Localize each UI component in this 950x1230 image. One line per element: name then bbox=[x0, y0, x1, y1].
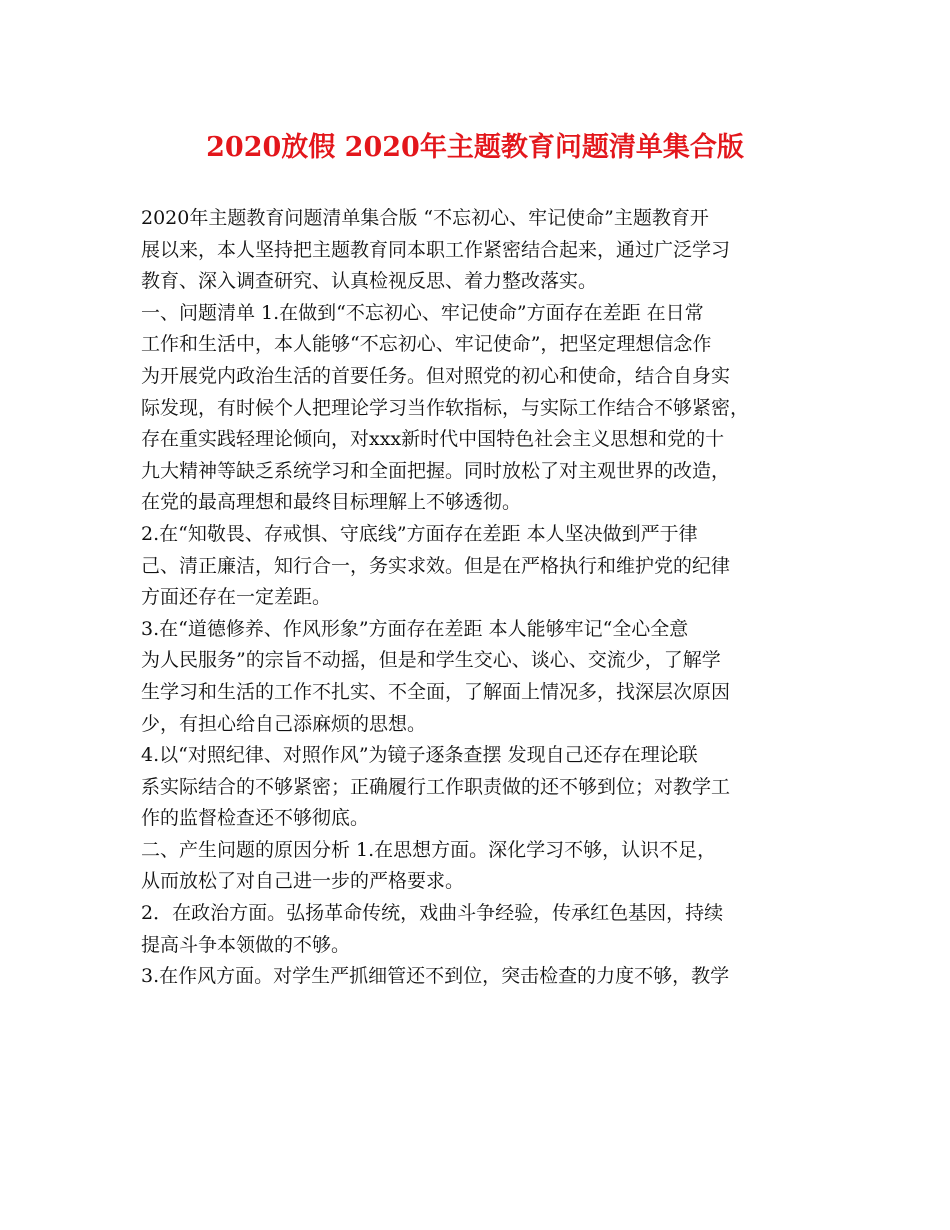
text-line: 2.在“知敬畏、存戒惧、守底线”方面存在差距 本人坚决做到严于律 bbox=[141, 522, 698, 545]
text-line: 3.在“道德修养、作风形象”方面存在差距 本人能够牢记“全心全意 bbox=[141, 617, 689, 640]
text-line: 存在重实践轻理论倾向，对xxx新时代中国特色社会主义思想和党的十 bbox=[141, 428, 725, 451]
text-line: 2020年主题教育问题清单集合版 “不忘初心、牢记使命”主题教育开 bbox=[141, 207, 709, 229]
text-line: 少，有担心给自己添麻烦的思想。 bbox=[141, 712, 427, 735]
text-line: 3.在作风方面。对学生严抓细管还不到位，突击检查的力度不够，教学 bbox=[141, 965, 730, 988]
text-line: 提高斗争本领做的不够。 bbox=[141, 933, 351, 956]
document-title: 2020放假 2020年主题教育问题清单集合版 bbox=[206, 132, 744, 163]
text-line: 工作和生活中，本人能够“不忘初心、牢记使命”，把坚定理想信念作 bbox=[141, 333, 712, 356]
text-line: 展以来，本人坚持把主题教育同本职工作紧密结合起来，通过广泛学习 bbox=[141, 238, 731, 261]
text-line: 2．在政治方面。弘扬革命传统，戏曲斗争经验，传承红色基因，持续 bbox=[141, 902, 724, 925]
text-line: 为人民服务”的宗旨不动摇，但是和学生交心、谈心、交流少，了解学 bbox=[141, 649, 721, 672]
text-line: 九大精神等缺乏系统学习和全面把握。同时放松了对主观世界的改造， bbox=[141, 459, 731, 482]
text-line: 一、问题清单 1.在做到“不忘初心、牢记使命”方面存在差距 在日常 bbox=[141, 301, 704, 324]
text-line: 教育、深入调查研究、认真检视反思、着力整改落实。 bbox=[141, 270, 598, 293]
text-line: 系实际结合的不够紧密；正确履行工作职责做的还不够到位；对教学工 bbox=[141, 775, 731, 798]
text-line: 为开展党内政治生活的首要任务。但对照党的初心和使命，结合自身实 bbox=[141, 364, 731, 387]
text-line: 二、产生问题的原因分析 1.在思想方面。深化学习不够，认识不足， bbox=[141, 838, 717, 861]
text-line: 际发现，有时候个人把理论学习当作软指标，与实际工作结合不够紧密， bbox=[141, 396, 750, 419]
document-body bbox=[141, 203, 821, 993]
text-line: 方面还存在一定差距。 bbox=[141, 586, 332, 609]
text-line: 从而放松了对自己进一步的严格要求。 bbox=[141, 870, 465, 893]
text-line: 生学习和生活的工作不扎实、不全面，了解面上情况多，找深层次原因 bbox=[141, 680, 731, 703]
text-line: 4.以“对照纪律、对照作风”为镜子逐条查摆 发现自己还存在理论联 bbox=[141, 744, 698, 767]
text-line: 作的监督检查还不够彻底。 bbox=[141, 807, 370, 830]
text-line: 己、清正廉洁，知行合一，务实求效。但是在严格执行和维护党的纪律 bbox=[141, 554, 731, 577]
text-line: 在党的最高理想和最终目标理解上不够透彻。 bbox=[141, 491, 522, 514]
